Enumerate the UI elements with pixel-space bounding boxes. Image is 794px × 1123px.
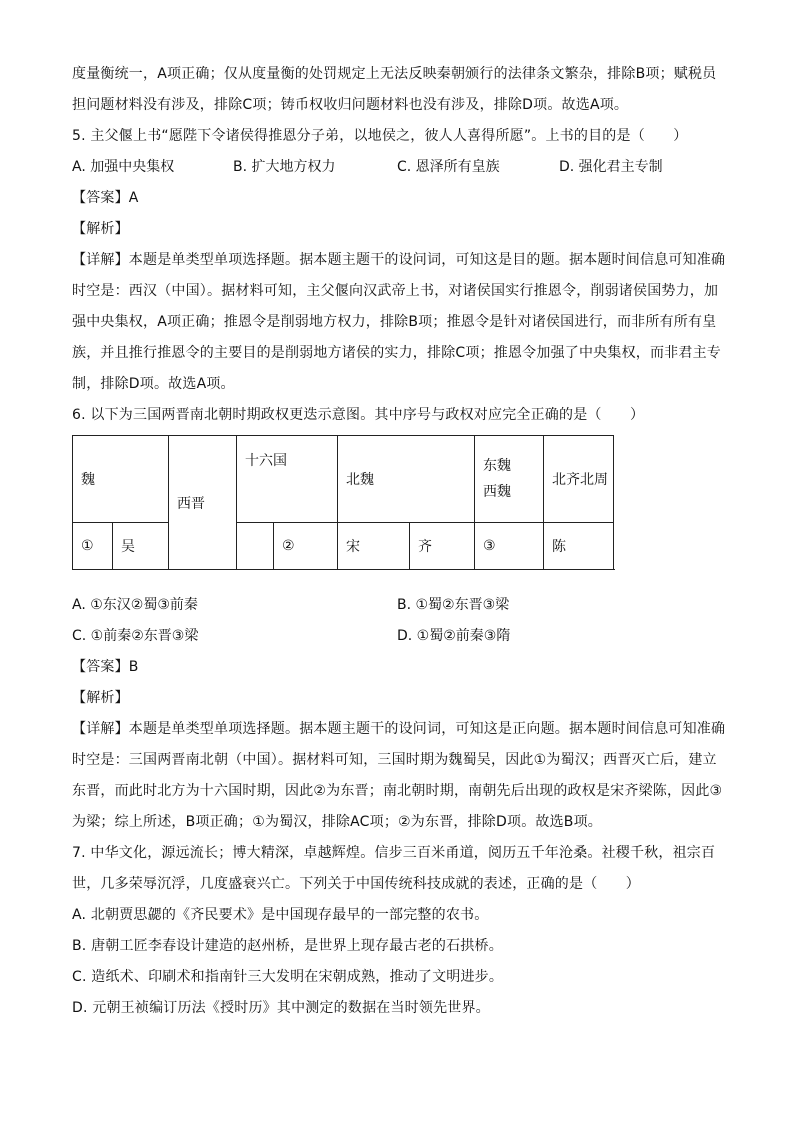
prev-explanation-line-2: 担问题材料没有涉及，排除C项；铸币权收归问题材料也没有涉及，排除D项。故选A项。 xyxy=(72,97,629,113)
q6-option-b: B. ①蜀②东晋③梁 xyxy=(397,597,510,613)
question-6-stem: 6. 以下为三国两晋南北朝时期政权更迭示意图。其中序号与政权对应完全正确的是（ ） xyxy=(72,407,645,423)
q6-option-c: C. ①前秦②东晋③梁 xyxy=(72,628,199,644)
cell-song: 宋 xyxy=(338,523,410,570)
q5-analysis-heading: 【解析】 xyxy=(72,221,129,237)
question-5-stem: 5. 主父偃上书“愿陛下令诸侯得推恩分子弟，以地侯之，彼人人喜得所愿”。上书的目的是（ ） xyxy=(72,128,688,144)
q7-option-b: B. 唐朝工匠李春设计建造的赵州桥，是世界上现存最古老的石拱桥。 xyxy=(72,938,503,954)
q7-option-c: C. 造纸术、印刷术和指南针三大发明在宋朝成熟，推动了文明进步。 xyxy=(72,969,504,985)
q6-detail-line-3: 东晋，而此时北方为十六国时期，因此②为东晋；南北朝时期，南朝先后出现的政权是宋齐梁陈，因此③ xyxy=(72,783,723,799)
regime-succession-table xyxy=(72,435,614,570)
q7-option-d: D. 元朝王祯编订历法《授时历》其中测定的数据在当时领先世界。 xyxy=(72,1000,490,1016)
cell-wei: 魏 xyxy=(73,436,169,523)
cell-wu: 吴 xyxy=(113,523,169,570)
cell-qi: 齐 xyxy=(410,523,475,570)
prev-explanation-line-1: 度量衡统一，A项正确；仅从度量衡的处罚规定上无法反映秦朝颁行的法律条文繁杂，排除B项；赋税员 xyxy=(72,66,717,82)
q5-detail-line-1: 【详解】本题是单类型单项选择题。据本题主题干的设问词，可知这是目的题。据本题时间信息可知准确 xyxy=(72,252,726,268)
question-7-stem-line-1: 7. 中华文化，源远流长；博大精深，卓越辉煌。信步三百米甬道，阅历五千年沧桑。社稷千秋，祖宗百 xyxy=(72,845,716,861)
cell-shiliuguo: 十六国 xyxy=(237,436,338,523)
cell-blank-1: ① xyxy=(73,523,113,570)
cell-beiwei: 北魏 xyxy=(338,436,475,523)
cell-blank-2: ② xyxy=(274,523,338,570)
cell-empty xyxy=(237,523,274,570)
q6-answer: 【答案】B xyxy=(72,659,139,675)
cell-blank-3: ③ xyxy=(475,523,544,570)
q6-option-a: A. ①东汉②蜀③前秦 xyxy=(72,597,198,613)
q6-detail-line-1: 【详解】本题是单类型单项选择题。据本题主题干的设问词，可知这是正向题。据本题时间信息可知准确 xyxy=(72,721,726,737)
cell-dongwei-xiwei xyxy=(475,436,544,523)
q5-detail-line-5: 制，排除D项。故选A项。 xyxy=(72,376,235,392)
q6-option-d: D. ①蜀②前秦③隋 xyxy=(397,628,511,644)
cell-chen: 陈 xyxy=(544,523,614,570)
q6-detail-line-2: 时空是：三国两晋南北朝（中国）。据材料可知，三国时期为魏蜀吴，因此①为蜀汉；西晋灭亡后，建立 xyxy=(72,752,717,768)
question-7-stem-line-2: 世，几多荣辱沉浮，几度盛衰兴亡。下列关于中国传统科技成就的表述，正确的是（ ） xyxy=(72,876,640,892)
q5-option-a: A. 加强中央集权 xyxy=(72,159,175,175)
q6-detail-line-4: 为梁；综上所述，B项正确；①为蜀汉，排除AC项；②为东晋，排除D项。故选B项。 xyxy=(72,814,602,830)
q5-detail-line-3: 强中央集权，A项正确；推恩令是削弱地方权力，排除B项；推恩令是针对诸侯国进行，而非所有所有皇 xyxy=(72,314,717,330)
q5-option-c: C. 恩泽所有皇族 xyxy=(397,159,500,175)
q5-option-b: B. 扩大地方权力 xyxy=(233,159,336,175)
q7-option-a: A. 北朝贾思勰的《齐民要术》是中国现存最早的一部完整的农书。 xyxy=(72,907,489,923)
q5-detail-line-4: 族，并且推行推恩令的主要目的是削弱地方诸侯的实力，排除C项；推恩令加强了中央集权，而非君主专 xyxy=(72,345,721,361)
q5-option-d: D. 强化君主专制 xyxy=(559,159,663,175)
q5-detail-line-2: 时空是：西汉（中国）。据材料可知，主父偃向汉武帝上书，对诸侯国实行推恩令，削弱诸侯国势力，加 xyxy=(72,283,719,299)
q5-answer: 【答案】A xyxy=(72,190,139,206)
label-xiwei: 西魏 xyxy=(483,484,511,500)
cell-xijin: 西晋 xyxy=(169,436,237,570)
label-dongwei: 东魏 xyxy=(483,458,511,474)
q6-analysis-heading: 【解析】 xyxy=(72,690,129,706)
cell-beiqi-beizhou: 北齐北周 xyxy=(544,436,614,523)
